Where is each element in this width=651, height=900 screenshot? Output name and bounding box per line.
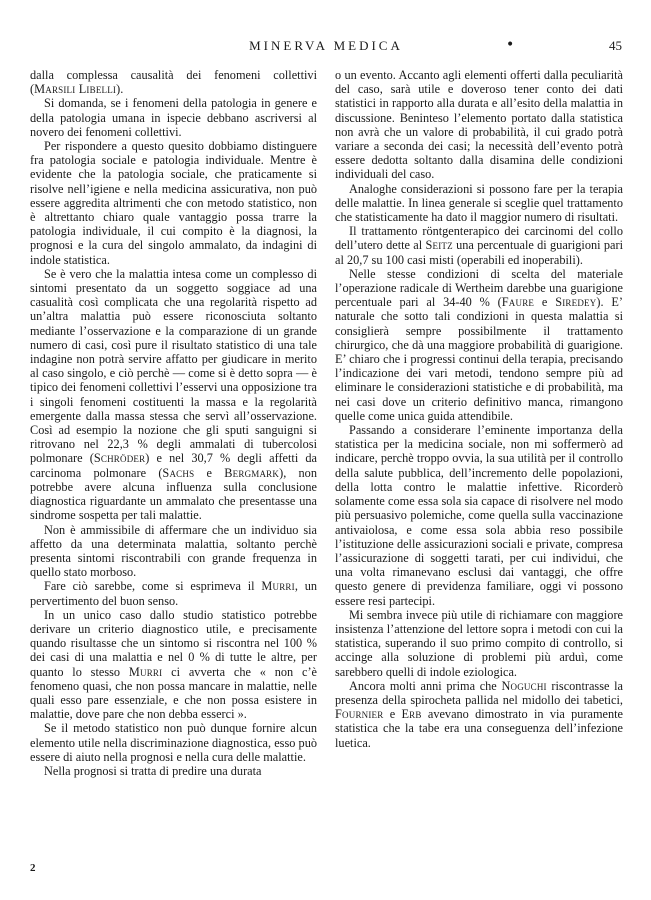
author-name: Noguchi bbox=[501, 678, 547, 693]
header-dot: • bbox=[506, 37, 515, 53]
text-run: Ancora molti anni prima che bbox=[349, 678, 502, 693]
left-column bbox=[30, 68, 317, 868]
text-run: e bbox=[534, 295, 556, 310]
text-run: Non è ammissibile di affermare che un individuo sia affetto da una determinata malattia, soltanto perchè presenta sintomi riscontrabili con grande frequenza in quello stato morboso. bbox=[30, 522, 317, 580]
text-run: , un pervertimento del buon senso. bbox=[30, 579, 317, 608]
paragraph bbox=[30, 764, 317, 778]
paragraph bbox=[335, 423, 623, 608]
text-run: e bbox=[194, 465, 225, 480]
text-run: una percentuale di guarigioni pari al 20,7 su 100 casi misti (operabili ed inoperabili). bbox=[335, 238, 623, 267]
running-header bbox=[30, 38, 622, 58]
author-name: Murri bbox=[261, 579, 295, 594]
text-run: ). E’ naturale che sotto tali condizioni in questa malattia si consiglierà sempre possibilmente il trattamento chirurgico, che dà una maggiore probabilità di guarigione. E’ chiaro che i progressi continui della terapia, precisando l’indicazione dei vari metodi, tendono sempre più ad eliminare le considerazioni statistiche e di probabilità, ma nei casi dove un criterio definitivo manca, rimangono quelle come unica guida attendibile. bbox=[335, 295, 623, 423]
author-name: Siredey bbox=[555, 295, 597, 310]
text-run: ci avverta che « non c’è fenomeno quasi, che non possa mancare in malattie, nelle quali esso pare essenziale, e che non possa esistere in malattie, dove pare che non debba esserci ». bbox=[30, 664, 317, 722]
paragraph bbox=[30, 96, 317, 139]
author-name: Sachs bbox=[162, 465, 195, 480]
author-name: Schröder bbox=[93, 451, 146, 466]
right-column bbox=[335, 68, 623, 868]
text-run: Se è vero che la malattia intesa come un complesso di sintomi presentato da un soggetto soggiace ad una casualità così complicata che una regolarità rispetto ad un’altra malattia può essere riconosciuta soltanto mediante l’osservazione e la comparazione di un grande numero di casi, così pure il risultato statistico di una tale indagine non potrà servire affatto per giudicare in merito al caso singolo, e ciò perchè — come si è detto sopra — è tipico dei fenomeni collettivi l’esservi una opposizione tra i singoli fenomeni costituenti la massa e la regolarità emergente dalla massa stessa che servì all’osservazione. Così ad esempio la nozione che gli sputi sanguigni si ritrovano nel 22,3 % degli ammalati di tubercolosi polmonare ( bbox=[30, 266, 317, 466]
text-run: Fare ciò sarebbe, come si esprimeva il bbox=[44, 579, 262, 594]
author-name: Fournier bbox=[335, 707, 384, 722]
paragraph bbox=[30, 267, 317, 523]
paragraph bbox=[30, 579, 317, 607]
paragraph bbox=[335, 68, 623, 182]
paragraph bbox=[30, 68, 317, 96]
text-run: Mi sembra invece più utile di richiamare con maggiore insistenza l’attenzione del lettore sopra i metodi con cui la statistica, superando il suo primo compito di controllo, si accinge alla soluzione di problemi più arduì, come sarebbero quelli di indole eziologica. bbox=[335, 607, 623, 679]
text-run: Il trattamento röntgenterapico dei carcinomi del collo dell’utero dette al bbox=[335, 224, 623, 253]
text-run: o un evento. Accanto agli elementi offerti dalla peculiarità del caso, sarà utile e doveroso tener conto dei dati statistici in rapporto alla durata e all’esito della malattia in discussione. Beninteso l’elemento portato dalla statistica non avrà che un valore di probabilità, il cui grado potrà variare a seconda dei casi; la necessità dell’evento potrà essere dedotta soltanto dalla disamina delle condizioni individuali del caso. bbox=[335, 68, 623, 182]
text-run: ) e nel 30,7 % degli affetti da carcinoma polmonare ( bbox=[30, 451, 317, 480]
text-run: Si domanda, se i fenomeni della patologia in genere e della patologia umana in ispecie debbano ascriversi al novero dei fenomeni collettivi. bbox=[30, 96, 317, 139]
text-run: ), non potrebbe avere alcuna influenza sulla conclusione diagnostica riguardante un ammalato che presentasse una sindrome sospetta per tali malattie. bbox=[30, 465, 317, 523]
text-run: Se il metodo statistico non può dunque fornire alcun elemento utile nella discriminazione diagnostica, esso può essere di aiuto nella prognosi e nella cura delle malattie. bbox=[30, 721, 317, 764]
page-number: 45 bbox=[609, 38, 622, 53]
text-run: Nella prognosi si tratta di predire una durata bbox=[44, 763, 262, 778]
author-name: Erb bbox=[401, 707, 422, 722]
text-run: ). bbox=[116, 82, 124, 97]
paragraph bbox=[30, 523, 317, 580]
author-name: Marsili Libelli bbox=[34, 82, 117, 97]
signature-mark: 2 bbox=[30, 862, 36, 874]
author-name: Faure bbox=[501, 295, 535, 310]
paragraph bbox=[335, 182, 623, 225]
text-run: e bbox=[383, 707, 402, 722]
author-name: Bergmark bbox=[224, 465, 280, 480]
paragraph bbox=[335, 679, 623, 750]
paragraph bbox=[335, 608, 623, 679]
paragraph bbox=[335, 224, 623, 267]
paragraph bbox=[30, 721, 317, 764]
paragraph bbox=[30, 139, 317, 267]
text-run: avevano dimostrato in via puramente statistica che la tabe era una conseguenza dell’infezione luetica. bbox=[335, 707, 623, 750]
author-name: Murri bbox=[128, 664, 163, 679]
paragraph bbox=[335, 267, 623, 423]
text-run: Passando a considerare l’eminente importanza della statistica per la medicina sociale, non mi soffermerò ad indicare, perchè troppo ovvia, la sua utilità per il controllo della salute pubblica, dell’incremento delle popolazioni, della lotta contro le malattie infettive. Ricorderò solamente come essa sola sia capace di risolvere nel modo più persuasivo polemiche, come quella sulla vaccinazione antivaiolosa, e come essa sola abbia reso possibile l’istituzione delle assicurazioni sociali e private, compresa l’assicurazione di soggetti tarati, per cui individui, che una volta rimanevano esclusi dai vantaggi, che offre questo genere di previdenza familiare, oggi vi possono essere resi partecipi. bbox=[335, 423, 623, 608]
paragraph bbox=[30, 608, 317, 722]
running-title: MINERVA MEDICA bbox=[249, 38, 403, 53]
text-run: Analoghe considerazioni si possono fare per la terapia delle malattie. In linea generale si sceglie quel trattamento che statisticamente ha dato il maggior numero di risultati. bbox=[335, 181, 623, 225]
text-run: Nelle stesse condizioni di scelta del materiale l’operazione radicale di Wertheim darebbe una guarigione percentuale pari al 34-40 % ( bbox=[335, 266, 623, 310]
text-run: In un unico caso dallo studio statistico potrebbe derivare un criterio diagnostico utile, e precisamente quando risultasse che un sintomo si riscontra nel 100 % dei casi di una malattia e nel 0 % di tutte le altre, per quanto lo stesso bbox=[30, 607, 317, 679]
text-run: Per rispondere a questo quesito dobbiamo distinguere fra patologia sociale e patologia individuale. Mentre è evidente che la patologia sociale, che praticamente si risolve nell’igiene e nella medicina assicurativa, non può essere aggredita altrimenti che con metodo statistico, non è altrettanto chiaro quale vantaggio possa trarre la patologia individuale, il cui compito è la diagnosi, la prognosi e la cura del singolo ammalato, da indagini di indole statistica. bbox=[30, 139, 317, 267]
text-run: riscontrasse la presenza della spirocheta pallida nel midollo dei tabetici, bbox=[335, 678, 623, 707]
author-name: Seitz bbox=[425, 238, 453, 253]
text-run: dalla complessa causalità dei fenomeni collettivi ( bbox=[30, 68, 317, 97]
